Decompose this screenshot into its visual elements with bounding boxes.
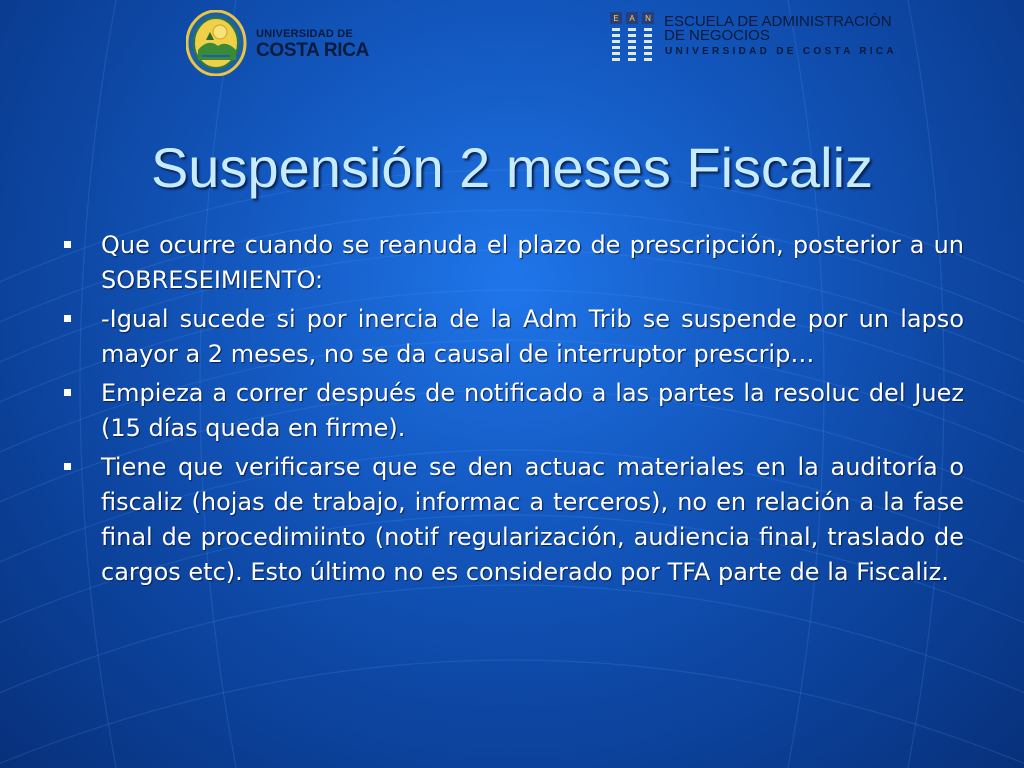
ean-mark-letter-e: E	[613, 14, 619, 23]
ucr-logo-line1: UNIVERSIDAD DE	[256, 28, 353, 40]
ean-logo-line1: ESCUELA DE ADMINISTRACIÓN	[664, 13, 892, 30]
ean-mark-icon	[608, 12, 658, 68]
square-bullet-icon	[64, 315, 71, 322]
ucr-logo-line2: COSTA RICA	[256, 40, 370, 61]
ean-mark-letter-n: N	[645, 14, 651, 23]
bullet-list	[60, 228, 964, 594]
bullet-text: -Igual sucede si por inercia de la Adm Trib se suspende por un lapso mayor a 2 meses, no se da causal de interruptor prescrip…	[101, 305, 964, 368]
ean-logo-line3: UNIVERSIDAD DE COSTA RICA	[665, 46, 897, 57]
bullet-item	[60, 450, 964, 590]
bullet-item	[60, 228, 964, 298]
square-bullet-icon	[64, 389, 71, 396]
slide-title: Suspensión 2 meses Fiscaliz	[150, 136, 874, 199]
bullet-text: Que ocurre cuando se reanuda el plazo de prescripción, posterior a un SOBRESEIMIENTO:	[101, 231, 964, 294]
bullet-text: Tiene que verificarse que se den actuac materiales en la auditoría o fiscaliz (hojas de trabajo, informac a terceros), no en relación a la fase final de procedimiinto (notif regularización, audiencia final, traslado de cargos etc). Esto último no es considerado por TFA parte de la Fiscaliz.	[101, 453, 964, 586]
square-bullet-icon	[64, 463, 71, 470]
ean-logo-line2: DE NEGOCIOS	[664, 27, 770, 44]
bullet-item	[60, 302, 964, 372]
ucr-seal-icon	[186, 10, 248, 76]
bullet-text: Empieza a correr después de notificado a las partes la resoluc del Juez (15 días queda en firme).	[101, 379, 964, 442]
ean-logo	[608, 12, 918, 72]
ean-mark-letter-a: A	[629, 14, 635, 23]
square-bullet-icon	[64, 241, 71, 248]
bullet-item	[60, 376, 964, 446]
ucr-logo	[186, 10, 376, 78]
